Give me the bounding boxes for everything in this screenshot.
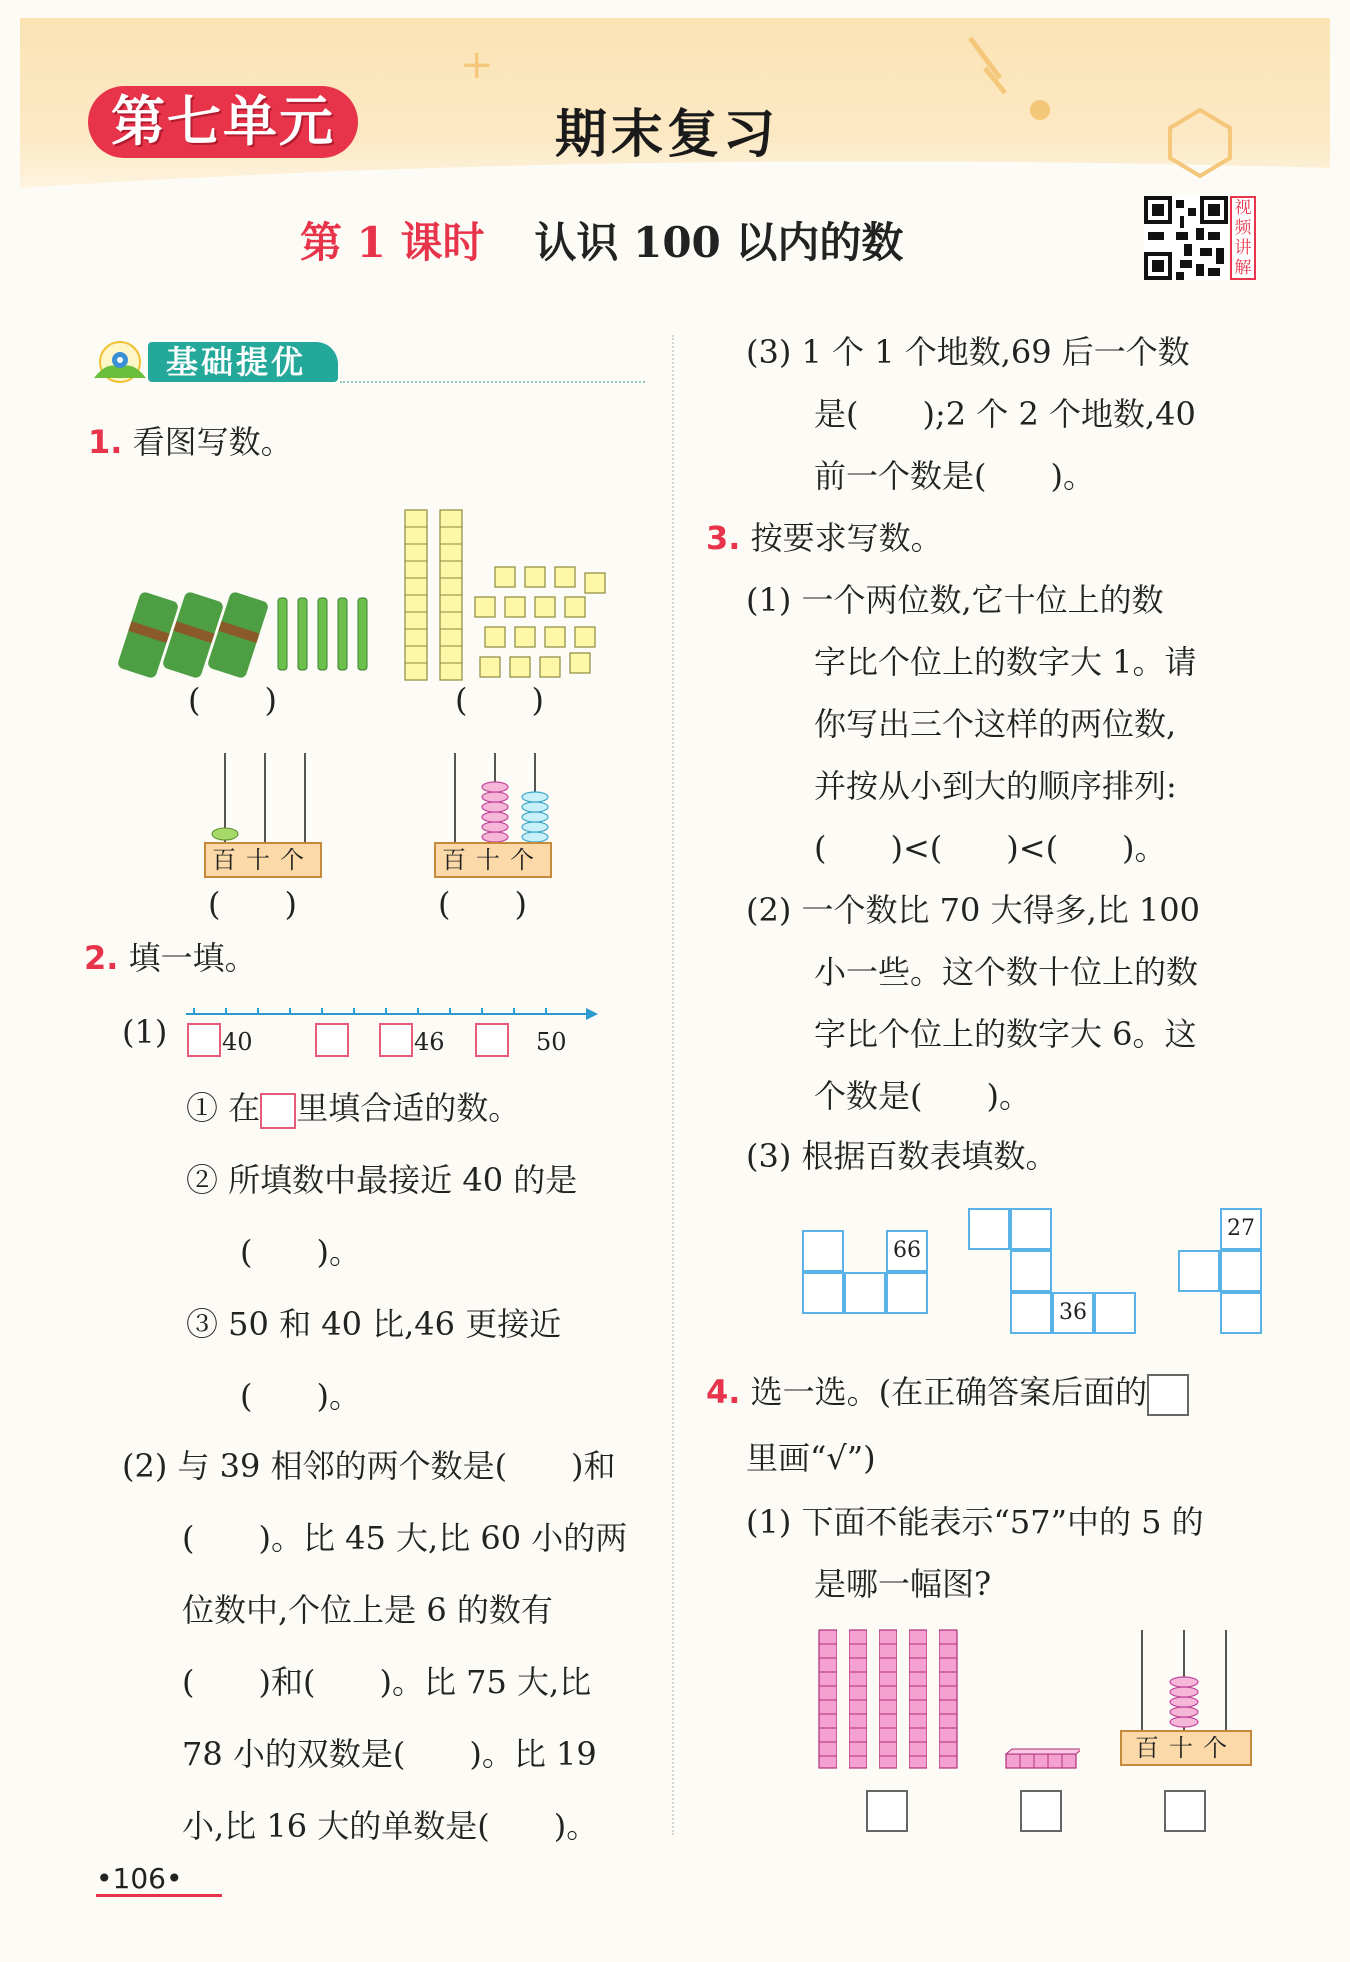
q3-part2-line: (2) 一个数比 70 大得多,比 100 xyxy=(746,891,1200,929)
q1-answer-1[interactable]: ( ) xyxy=(188,681,277,719)
column-divider xyxy=(672,335,674,1835)
answer-box-icon xyxy=(1147,1374,1189,1416)
option-c-abacus-image xyxy=(1120,1626,1250,1732)
option-b-flat-image xyxy=(1004,1748,1080,1772)
tick-label: 46 xyxy=(414,1028,445,1056)
q4-part1-line: 是哪一幅图? xyxy=(814,1565,992,1603)
grid-cell[interactable] xyxy=(802,1230,844,1272)
q2-part2-line: ( )和( )。比 75 大,比 xyxy=(182,1663,592,1701)
answer-box[interactable] xyxy=(260,1093,296,1129)
abacus-1-label: 百十个 xyxy=(204,842,322,878)
q2-part2-line: 位数中,个位上是 6 的数有 xyxy=(182,1591,553,1629)
page-number-underline xyxy=(96,1894,222,1897)
q2-sub3: ③ 50 和 40 比,46 更接近 xyxy=(186,1305,562,1343)
q4-number: 4. xyxy=(706,1373,741,1411)
video-label[interactable]: 视频讲解 xyxy=(1230,196,1256,280)
grid-cell[interactable] xyxy=(1010,1250,1052,1292)
option-c-abacus-label: 百十个 xyxy=(1120,1730,1252,1766)
grid-cell[interactable] xyxy=(844,1272,886,1314)
grid-cell-36: 36 xyxy=(1052,1292,1094,1334)
option-a-checkbox[interactable] xyxy=(866,1790,908,1832)
stick-bundle xyxy=(118,591,269,679)
q4-text-a: 选一选。(在正确答案后面的 xyxy=(750,1373,1148,1411)
q1-heading xyxy=(88,422,293,462)
number-line-box[interactable] xyxy=(316,1024,348,1056)
q3-part2-answer[interactable]: 个数是( )。 xyxy=(814,1077,1031,1115)
qr-code-icon[interactable] xyxy=(1144,196,1228,280)
lesson-name: 认识 100 以内的数 xyxy=(534,218,904,267)
grid-cell[interactable] xyxy=(1178,1250,1220,1292)
q2-part2-line: (2) 与 39 相邻的两个数是( )和 xyxy=(122,1447,616,1485)
q3-part1-line: 字比个位上的数字大 1。请 xyxy=(814,643,1197,681)
q2-sub2: ② 所填数中最接近 40 的是 xyxy=(186,1161,578,1199)
q3-part2-line: 小一些。这个数十位上的数 xyxy=(814,953,1199,991)
q2-sub1-text-a: ① 在 xyxy=(186,1089,261,1127)
q2-part3-line: 是( );2 个 2 个地数,40 xyxy=(814,395,1196,433)
q2-part3-line: 前一个数是( )。 xyxy=(814,457,1095,495)
q3-part2-line: 字比个位上的数字大 6。这 xyxy=(814,1015,1197,1053)
q3-part1-answer[interactable]: ( )<( )<( )。 xyxy=(814,829,1167,867)
tick-label: 50 xyxy=(536,1028,567,1056)
section-badge xyxy=(88,338,344,386)
q1-text: 看图写数。 xyxy=(132,423,293,461)
unit-badge: 第七单元 xyxy=(88,86,358,158)
q2-part2-line: 78 小的双数是( )。比 19 xyxy=(182,1735,597,1773)
grid-cell-27: 27 xyxy=(1220,1208,1262,1250)
abacus-2-image xyxy=(430,748,560,848)
q4-heading xyxy=(706,1372,1189,1416)
grid-cell[interactable] xyxy=(1094,1292,1136,1334)
option-c-checkbox[interactable] xyxy=(1164,1790,1206,1832)
cube-blocks-image xyxy=(400,505,620,685)
q3-number: 3. xyxy=(706,519,741,557)
number-line xyxy=(186,1004,606,1064)
q4-part1-line: (1) 下面不能表示“57”中的 5 的 xyxy=(746,1503,1204,1541)
abacus-1-image xyxy=(200,748,330,848)
grid-cell[interactable] xyxy=(886,1272,928,1314)
grid-cell[interactable] xyxy=(1220,1292,1262,1334)
tick-label: 40 xyxy=(222,1028,253,1056)
q3-part3: (3) 根据百数表填数。 xyxy=(746,1137,1058,1175)
section-divider xyxy=(340,381,645,383)
q2-heading xyxy=(84,938,257,978)
number-line-box[interactable] xyxy=(476,1024,508,1056)
q2-part3-line: (3) 1 个 1 个地数,69 后一个数 xyxy=(746,333,1190,371)
page-title: 期末复习 xyxy=(555,105,780,165)
number-line-box[interactable] xyxy=(188,1024,220,1056)
grid-cell[interactable] xyxy=(968,1208,1010,1250)
grid-cell[interactable] xyxy=(802,1272,844,1314)
section-label: 基础提优 xyxy=(148,342,338,382)
number-line-box[interactable] xyxy=(380,1024,412,1056)
q3-part1-line: (1) 一个两位数,它十位上的数 xyxy=(746,581,1164,619)
q2-number: 2. xyxy=(84,939,119,977)
svg-text:+: + xyxy=(460,42,494,88)
option-b-checkbox[interactable] xyxy=(1020,1790,1062,1832)
grid-cell[interactable] xyxy=(1010,1208,1052,1250)
q1-answer-4[interactable]: ( ) xyxy=(438,885,527,923)
lesson-number: 第 1 课时 xyxy=(300,218,485,267)
q2-sub2-answer[interactable]: ( )。 xyxy=(240,1233,361,1271)
sun-flower-icon xyxy=(88,338,152,386)
option-a-rods-image xyxy=(814,1626,964,1772)
lesson-heading xyxy=(300,210,903,270)
q4-text-b: 里画“√”) xyxy=(746,1439,876,1477)
q2-sub1 xyxy=(186,1088,520,1129)
q2-part2-line: ( )。比 45 大,比 60 小的两 xyxy=(182,1519,628,1557)
grid-cell[interactable] xyxy=(1220,1250,1262,1292)
abacus-2-label: 百十个 xyxy=(434,842,552,878)
q1-answer-3[interactable]: ( ) xyxy=(208,885,297,923)
q3-part1-line: 并按从小到大的顺序排列: xyxy=(814,767,1177,805)
q3-text: 按要求写数。 xyxy=(750,519,943,557)
q1-number: 1. xyxy=(88,423,123,461)
q3-heading xyxy=(706,518,943,558)
stick-bundles-image xyxy=(118,580,378,680)
page-number: •106• xyxy=(96,1862,183,1895)
q2-sub3-answer[interactable]: ( )。 xyxy=(240,1377,361,1415)
q2-sub1-text-b: 里填合适的数。 xyxy=(296,1089,521,1127)
q2-part2-line: 小,比 16 大的单数是( )。 xyxy=(182,1807,599,1845)
q2-part1-label: (1) xyxy=(122,1013,168,1051)
q1-answer-2[interactable]: ( ) xyxy=(455,681,544,719)
grid-cell-66: 66 xyxy=(886,1230,928,1272)
q2-text: 填一填。 xyxy=(128,939,257,977)
grid-cell[interactable] xyxy=(1010,1292,1052,1334)
q3-part1-line: 你写出三个这样的两位数, xyxy=(814,705,1177,743)
